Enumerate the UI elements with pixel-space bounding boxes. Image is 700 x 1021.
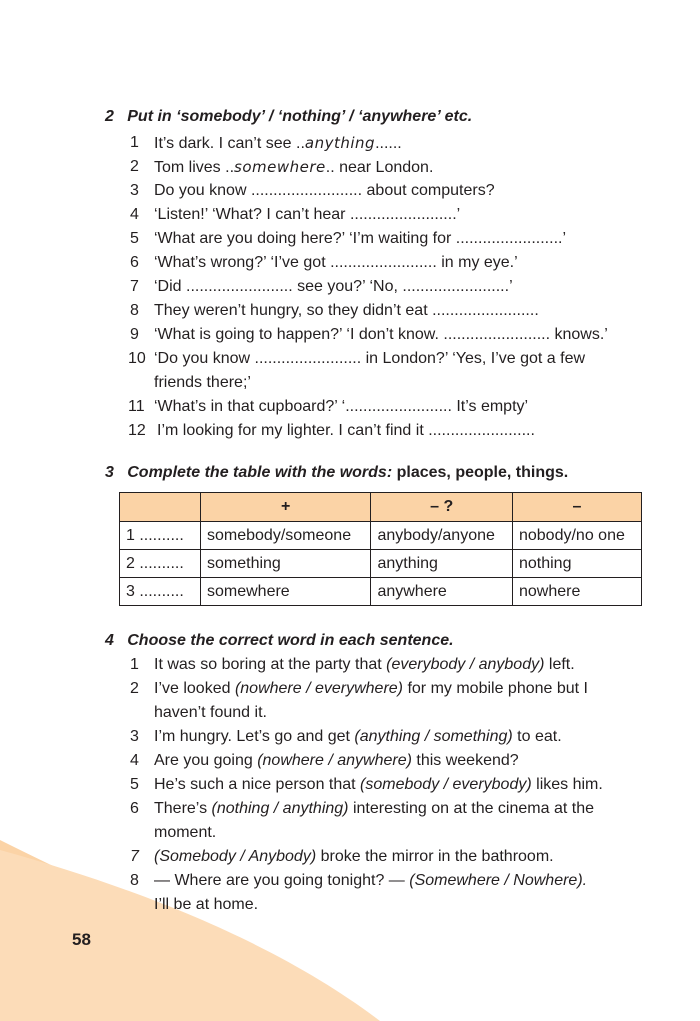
table-header-row bbox=[120, 493, 642, 522]
table-cell: nobody/no one bbox=[512, 522, 641, 550]
words-table bbox=[119, 492, 642, 606]
table-row bbox=[120, 550, 642, 578]
table-row bbox=[120, 522, 642, 550]
table-cell: somebody/someone bbox=[201, 522, 371, 550]
page-number: 58 bbox=[72, 930, 91, 949]
table-row bbox=[120, 578, 642, 606]
table-cell: nothing bbox=[512, 550, 641, 578]
exercise-2-heading: 2 Put in ‘somebody’ / ‘nothing’ / ‘anywhere’ etc. bbox=[105, 108, 473, 125]
exercise-4-heading: 4 Choose the correct word in each sentence. bbox=[105, 632, 454, 649]
table-cell: 2 .......... bbox=[120, 550, 201, 578]
table-cell: anybody/anyone bbox=[371, 522, 513, 550]
table-cell: 3 .......... bbox=[120, 578, 201, 606]
table-cell: anywhere bbox=[371, 578, 513, 606]
table-cell: nowhere bbox=[512, 578, 641, 606]
table-cell: 1 .......... bbox=[120, 522, 201, 550]
table-header-cell bbox=[120, 493, 201, 522]
table-header-cell: + bbox=[201, 493, 371, 522]
handwritten-answer: somewhere bbox=[234, 158, 326, 176]
table-header-cell: – ? bbox=[371, 493, 513, 522]
table-cell: anything bbox=[371, 550, 513, 578]
exercise-3-heading: 3 Complete the table with the words: places, people, things. bbox=[105, 464, 569, 481]
table-header-cell: – bbox=[512, 493, 641, 522]
table-cell: somewhere bbox=[201, 578, 371, 606]
table-cell: something bbox=[201, 550, 371, 578]
handwritten-answer: anything bbox=[304, 134, 376, 152]
